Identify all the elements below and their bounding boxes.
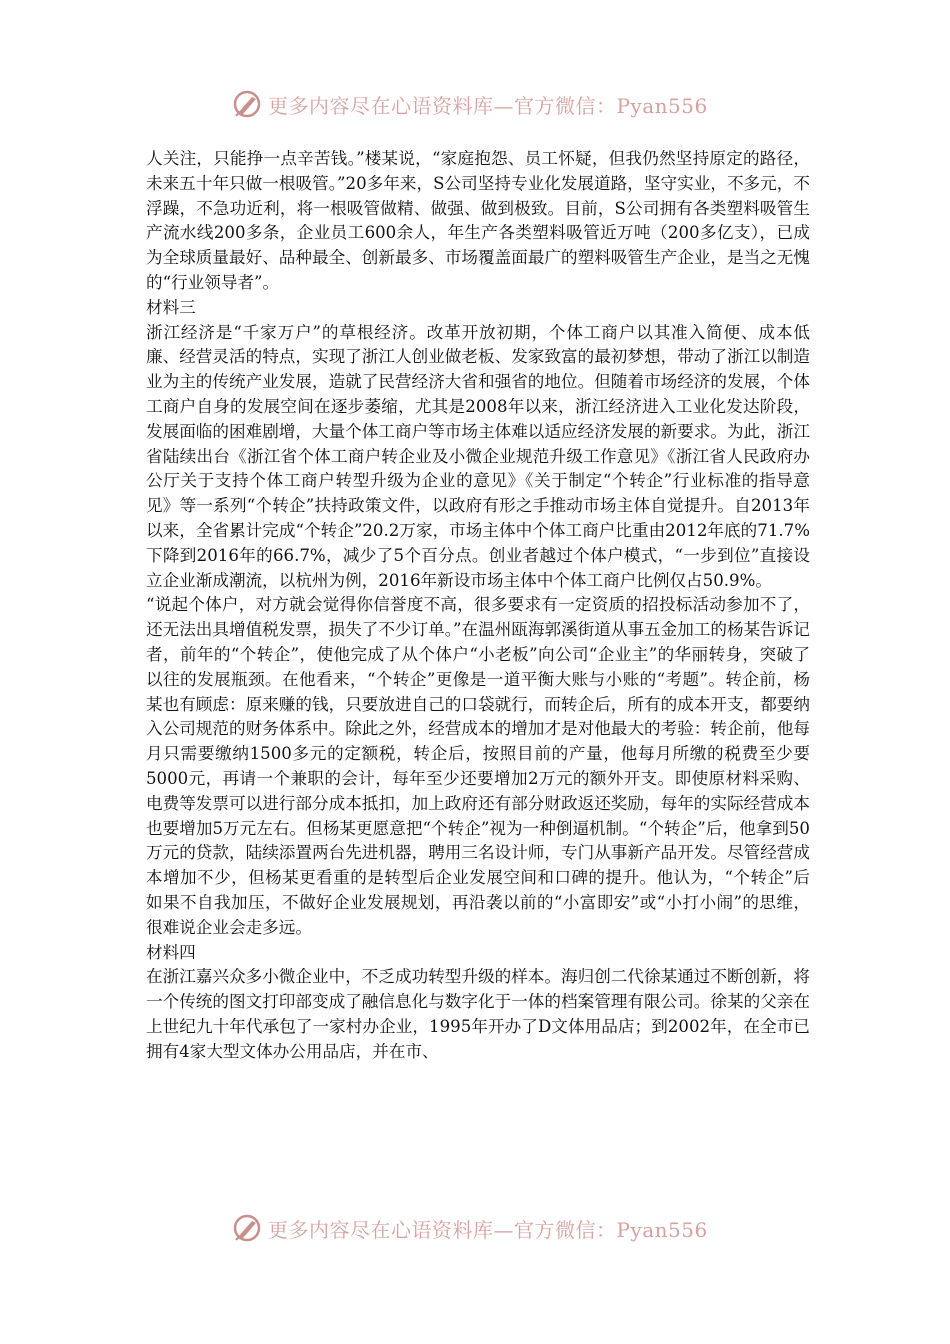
paragraph: 浙江经济是“千家万户”的草根经济。改革开放初期，个体工商户以其准入简便、成本低廉、经营灵活的特点，实现了浙江人创业做老板、发家致富的最初梦想，带动了浙江以制造业为主的传统产业发展，造就了民营经济大省和强省的地位。但随着市场经济的发展，个体工商户自身的发展空间在逐步萎缩，尤其是2008年以来，浙江经济进入工业化发达阶段，发展面临的困难剧增，大量个体工商户等市场主体难以适应经济发展的新要求。为此，浙江省陆续出台《浙江省个体工商户转企业及小微企业规范升级工作意见》《浙江省人民政府办公厅关于支持个体工商户转型升级为企业的意见》《关于制定“个转企”行业标准的指导意见》等一系列“个转企”扶持政策文件，以政府有形之手推动市场主体自觉提升。自2013年以来，全省累计完成“个转企”20.2万家，市场主体中个体工商户比重由2012年底的71.7%下降到2016年的66.7%，减少了5个百分点。创业者越过个体户模式，“一步到位”直接设立企业渐成潮流，以杭州为例，2016年新设市场主体中个体工商户比例仅占50.9%。 [146, 322, 810, 590]
watermark-text: 更多内容尽在心语资料库—官方微信：Pyan556 [268, 1217, 708, 1242]
footer-watermark [0, 1208, 950, 1248]
pen-logo-icon [232, 89, 262, 119]
watermark-text: 更多内容尽在心语资料库—官方微信：Pyan556 [268, 93, 708, 118]
paragraph: 人关注，只能挣一点辛苦钱。”楼某说，“家庭抱怨、员工怀疑，但我仍然坚持原定的路径，未来五十年只做一根吸管。”20多年来，S公司坚持专业化发展道路，坚守实业，不多元，不浮躁，不急功近利，将一根吸管做精、做强、做到极致。目前，S公司拥有各类塑料吸管生产流水线200多条，企业员工600余人，年生产各类塑料吸管近万吨（200多亿支），已成为全球质量最好、品种最全、创新最多、市场覆盖面最广的塑料吸管生产企业，是当之无愧的“行业领导者”。 [146, 149, 810, 292]
paragraph: 在浙江嘉兴众多小微企业中，不乏成功转型升级的样本。海归创二代徐某通过不断创新，将一个传统的图文打印部变成了融信息化与数字化于一体的档案管理有限公司。徐某的父亲在上世纪九十年代承包了一家村办企业，1995年开办了D文体用品店；到2002年，在全市已拥有4家大型文体办公用品店，并在市、 [146, 967, 810, 1061]
section-heading: 材料三 [146, 297, 196, 317]
section-heading: 材料四 [146, 942, 196, 962]
pen-logo-icon [232, 1213, 262, 1243]
paragraph: “说起个体户，对方就会觉得你信誉度不高，很多要求有一定资质的招投标活动参加不了，还无法出具增值税发票，损失了不少订单。”在温州瓯海郭溪街道从事五金加工的杨某告诉记者，前年的“个转企”，使他完成了从个体户“小老板”向公司“企业主”的华丽转身，突破了以往的发展瓶颈。在他看来，“个转企”更像是一道平衡大账与小账的“考题”。转企前，杨某也有顾虑：原来赚的钱，只要放进自己的口袋就行，而转企后，所有的成本开支，都要纳入公司规范的财务体系中。除此之外，经营成本的增加才是对他最大的考验：转企前，他每月只需要缴纳1500多元的定额税，转企后，按照目前的产量，他每月所缴的税费至少要5000元，再请一个兼职的会计，每年至少还要增加2万元的额外开支。即使原材料采购、电费等发票可以进行部分成本抵扣，加上政府还有部分财政返还奖励，每年的实际经营成本也要增加5万元左右。但杨某更愿意把“个转企”视为一种倒逼机制。“个转企”后，他拿到50万元的贷款，陆续添置两台先进机器，聘用三名设计师，专门从事新产品开发。尽管经营成本增加不少，但杨某更看重的是转型后企业发展空间和口碑的提升。他认为，“个转企”后如果不自我加压，不做好企业发展规划，再沿袭以前的“小富即安”或“小打小闹”的思维，很难说企业会走多远。 [146, 595, 810, 937]
document-body [146, 147, 810, 1064]
header-watermark [0, 84, 950, 124]
